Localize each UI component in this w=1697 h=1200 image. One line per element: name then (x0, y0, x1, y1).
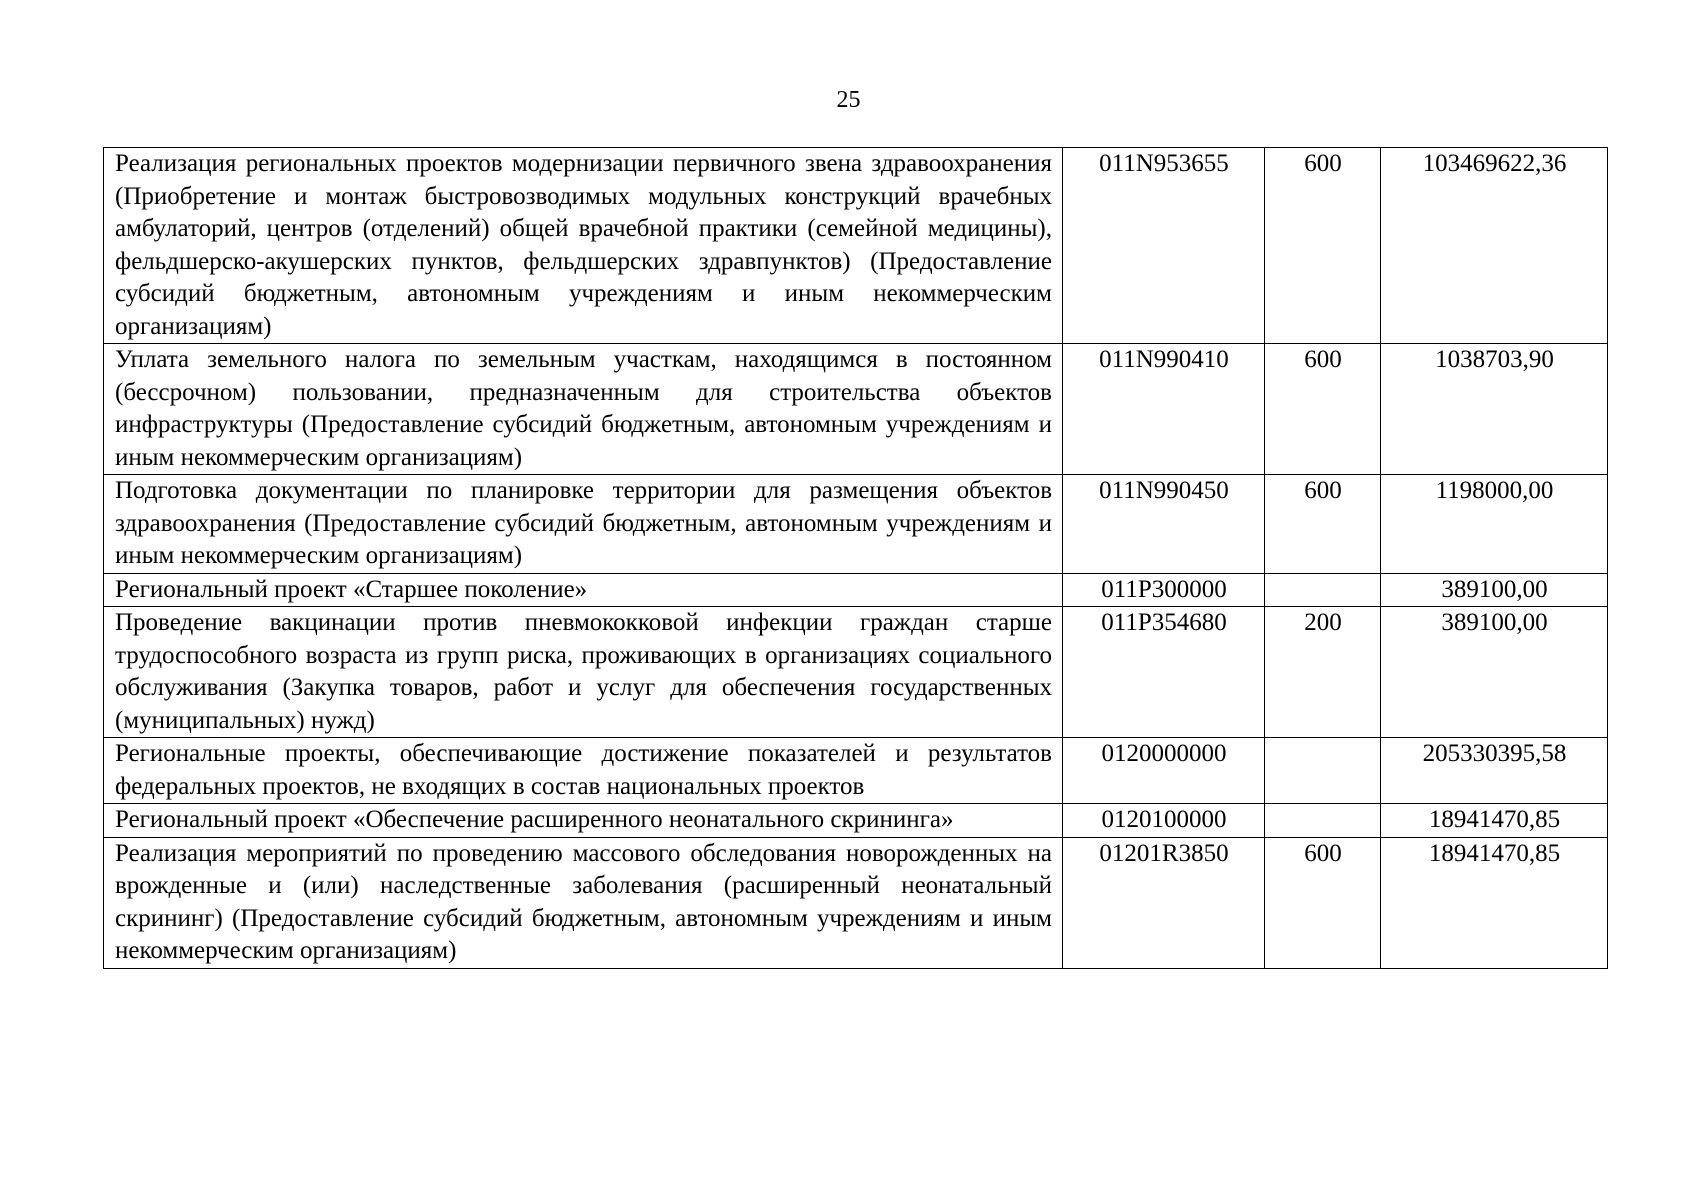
row-description: Подготовка документации по планировке территории для размещения объектов здравоохранения (Предоставление субсидий бюджетным, автономным учреждениям и иным некоммерческим организациям) (104, 475, 1063, 574)
table-row (104, 344, 1608, 475)
table-row (104, 607, 1608, 738)
table-row (104, 837, 1608, 968)
row-description: Региональные проекты, обеспечивающие достижение показателей и результатов федеральных проектов, не входящих в состав национальных проектов (104, 738, 1063, 804)
row-target-code: 0120000000 (1063, 738, 1265, 804)
row-amount: 1038703,90 (1381, 344, 1608, 475)
table-row (104, 738, 1608, 804)
row-expense-type: 600 (1265, 837, 1381, 968)
row-expense-type (1265, 738, 1381, 804)
row-amount: 103469622,36 (1381, 148, 1608, 344)
row-amount: 18941470,85 (1381, 804, 1608, 838)
row-expense-type: 600 (1265, 344, 1381, 475)
row-description: Региональный проект «Обеспечение расширенного неонатального скрининга» (104, 804, 1063, 838)
row-description: Уплата земельного налога по земельным участкам, находящимся в постоянном (бессрочном) пользовании, предназначенным для строительства объектов инфраструктуры (Предоставление субсидий бюджетным, автономным учреждениям и иным некоммерческим организациям) (104, 344, 1063, 475)
row-expense-type: 600 (1265, 148, 1381, 344)
row-expense-type: 600 (1265, 475, 1381, 574)
row-expense-type (1265, 804, 1381, 838)
row-description: Реализация мероприятий по проведению массового обследования новорожденных на врожденные и (или) наследственные заболевания (расширенный неонатальный скрининг) (Предоставление субсидий бюджетным, автономным учреждениям и иным некоммерческим организациям) (104, 837, 1063, 968)
table-row (104, 148, 1608, 344)
page-number: 25 (836, 87, 861, 113)
row-target-code: 011N990450 (1063, 475, 1265, 574)
row-amount: 389100,00 (1381, 607, 1608, 738)
row-description: Региональный проект «Старшее поколение» (104, 573, 1063, 607)
row-target-code: 011P354680 (1063, 607, 1265, 738)
row-amount: 1198000,00 (1381, 475, 1608, 574)
row-amount: 205330395,58 (1381, 738, 1608, 804)
row-amount: 389100,00 (1381, 573, 1608, 607)
table-row (104, 573, 1608, 607)
row-target-code: 011P300000 (1063, 573, 1265, 607)
row-description: Проведение вакцинации против пневмококковой инфекции граждан старше трудоспособного возраста из групп риска, проживающих в организациях социального обслуживания (Закупка товаров, работ и услуг для обеспечения государственных (муниципальных) нужд) (104, 607, 1063, 738)
row-target-code: 011N953655 (1063, 148, 1265, 344)
row-target-code: 01201R3850 (1063, 837, 1265, 968)
row-expense-type (1265, 573, 1381, 607)
budget-table (103, 147, 1608, 969)
row-expense-type: 200 (1265, 607, 1381, 738)
table-row (104, 804, 1608, 838)
table-row (104, 475, 1608, 574)
row-amount: 18941470,85 (1381, 837, 1608, 968)
row-target-code: 0120100000 (1063, 804, 1265, 838)
row-target-code: 011N990410 (1063, 344, 1265, 475)
row-description: Реализация региональных проектов модернизации первичного звена здравоохранения (Приобретение и монтаж быстровозводимых модульных конструкций врачебных амбулаторий, центров (отделений) общей врачебной практики (семейной медицины), фельдшерско-акушерских пунктов, фельдшерских здравпунктов) (Предоставление субсидий бюджетным, автономным учреждениям и иным некоммерческим организациям) (104, 148, 1063, 344)
